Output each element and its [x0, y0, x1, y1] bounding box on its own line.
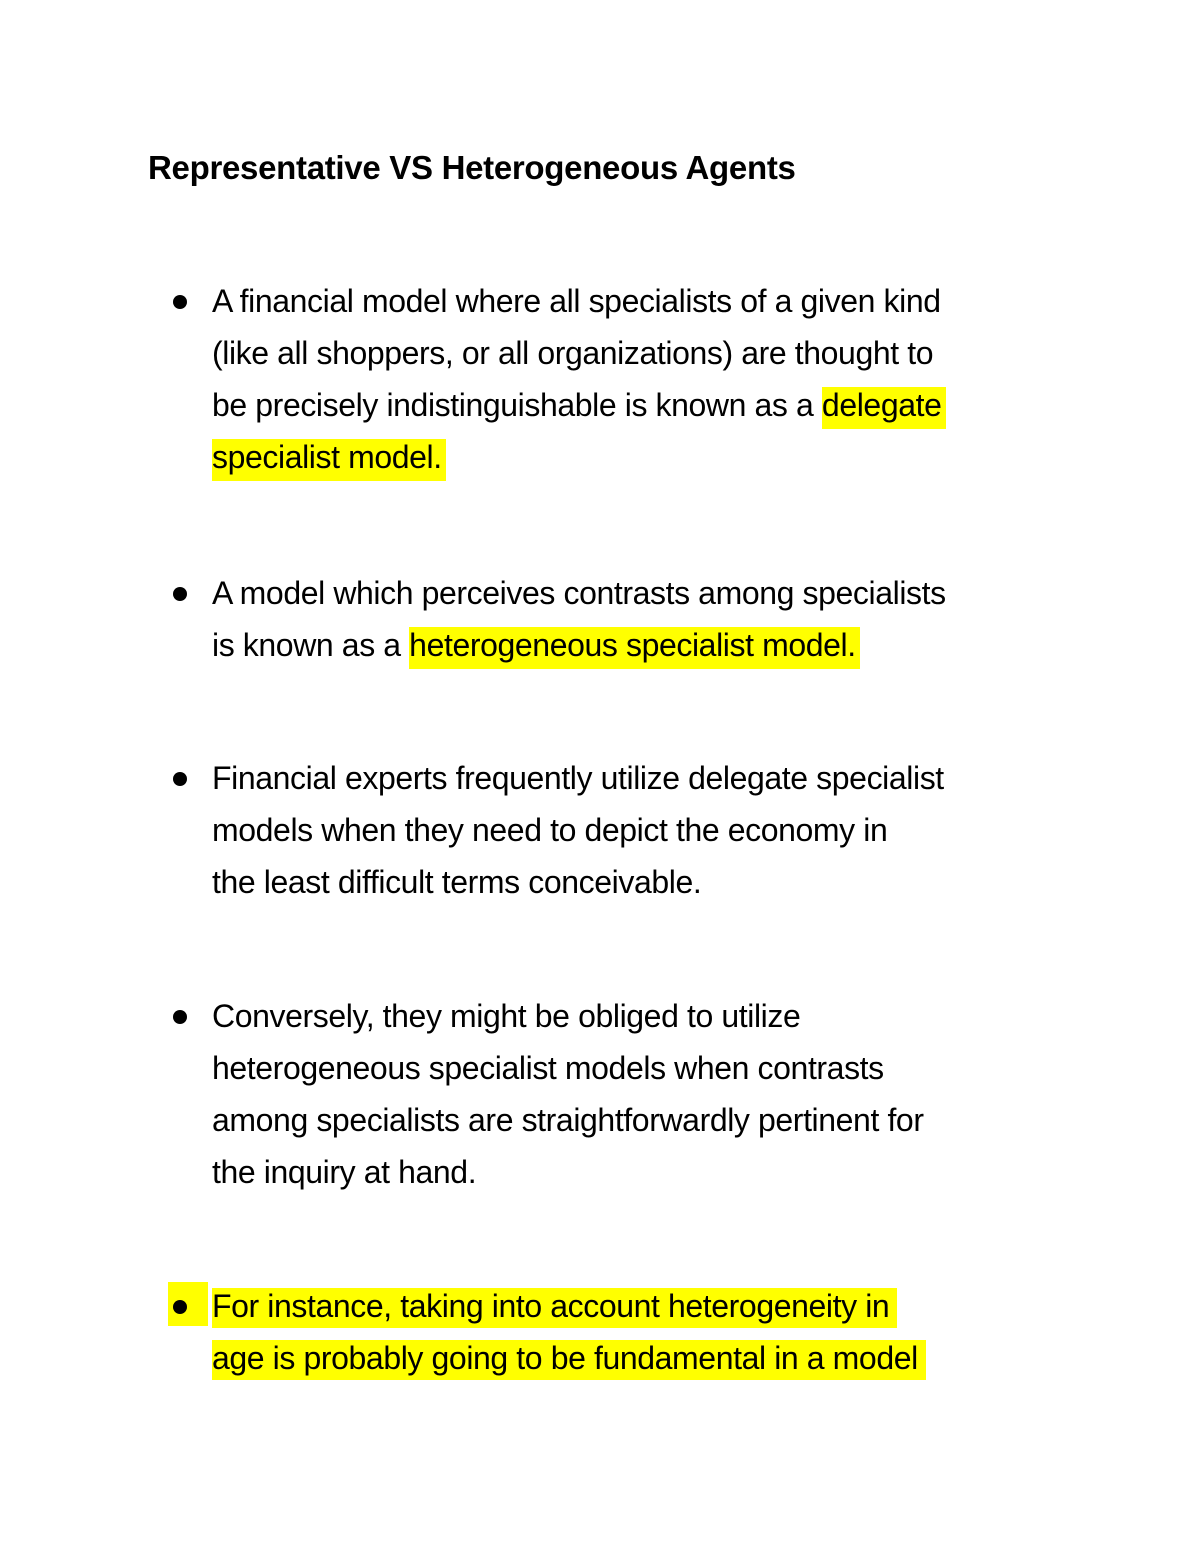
- document-title: Representative VS Heterogeneous Agents: [148, 149, 796, 186]
- bullet-1-line-1: A financial model where all specialists of a given kind: [212, 283, 941, 319]
- highlighted-sentence-line-2: age is probably going to be fundamental in a model: [212, 1340, 926, 1380]
- bullet-item-4: [212, 990, 1092, 1198]
- bullet-3-line-1: Financial experts frequently utilize delegate specialist: [212, 760, 944, 796]
- bullet-5-line-2: [212, 1332, 1092, 1384]
- bullet-1-line-4: [212, 431, 1092, 483]
- highlighted-term-heterogeneous-model: heterogeneous specialist model.: [409, 627, 860, 669]
- bullet-2-line-2: [212, 619, 1092, 671]
- bullet-4-line-1: Conversely, they might be obliged to utilize: [212, 998, 801, 1034]
- highlighted-sentence-line-1: For instance, taking into account heterogeneity in: [212, 1288, 897, 1328]
- bullet-4-line-4: the inquiry at hand.: [212, 1154, 477, 1190]
- highlighted-term-specialist-model: specialist model.: [212, 439, 446, 481]
- bullet-dot: [173, 587, 187, 601]
- bullet-2-line-2-text: is known as a: [212, 627, 410, 663]
- bullet-1-line-2: (like all shoppers, or all organizations) are thought to: [212, 335, 934, 371]
- bullet-5-line-1: [212, 1280, 1092, 1332]
- bullet-item-2: [212, 567, 1092, 671]
- bullet-2-line-1: A model which perceives contrasts among specialists: [212, 575, 946, 611]
- bullet-1-line-3: [212, 379, 1092, 431]
- bullet-dot: [173, 295, 187, 309]
- bullet-4-line-2: heterogeneous specialist models when contrasts: [212, 1050, 884, 1086]
- bullet-3-line-3: the least difficult terms conceivable.: [212, 864, 702, 900]
- bullet-1-line-3-text: be precisely indistinguishable is known as a: [212, 387, 822, 423]
- bullet-dot: [173, 1010, 187, 1024]
- bullet-3-line-2: models when they need to depict the economy in: [212, 812, 888, 848]
- bullet-dot: [173, 772, 187, 786]
- bullet-item-1: [212, 275, 1092, 483]
- bullet-item-5: [212, 1280, 1092, 1384]
- highlighted-term-delegate: delegate: [822, 387, 946, 429]
- bullet-item-3: [212, 752, 1092, 908]
- bullet-dot: [173, 1300, 187, 1314]
- bullet-4-line-3: among specialists are straightforwardly pertinent for: [212, 1102, 924, 1138]
